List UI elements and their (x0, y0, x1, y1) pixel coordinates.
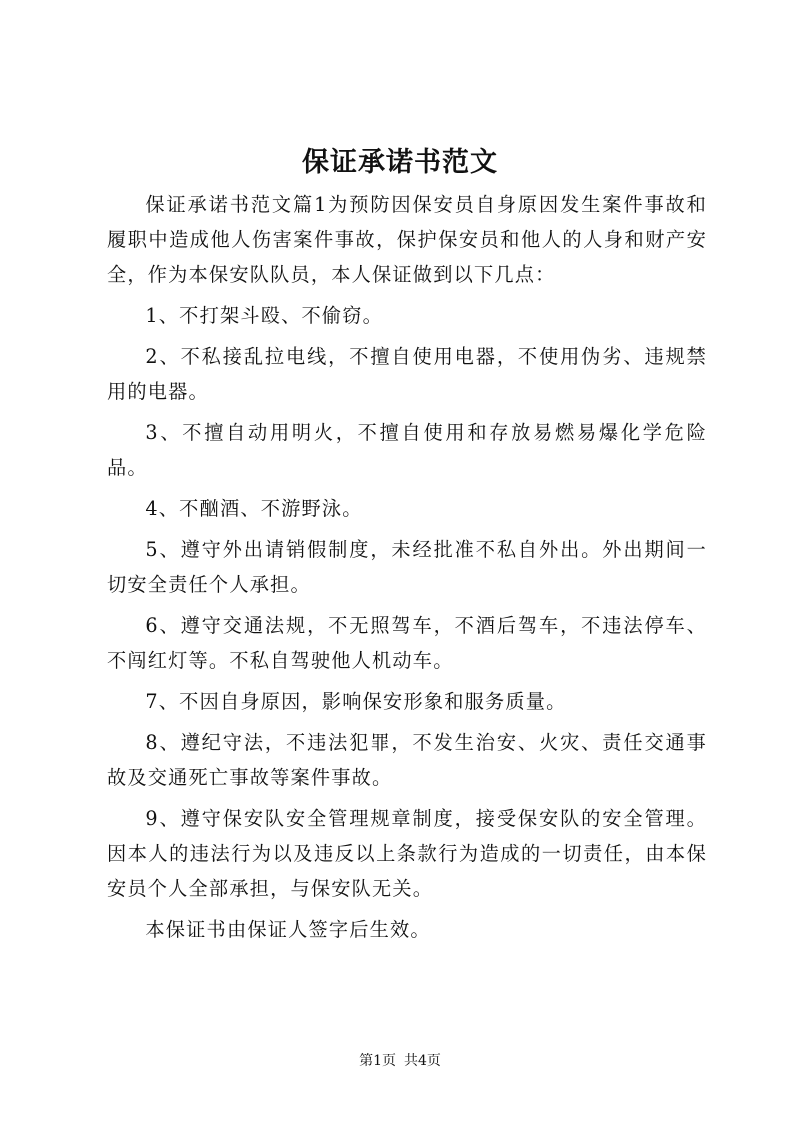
clause-2: 2、不私接乱拉电线，不擅自使用电器，不使用伪劣、违规禁用的电器。 (107, 345, 707, 403)
clause-6: 6、遵守交通法规，不无照驾车，不酒后驾车，不违法停车、不闯红灯等。不私自驾驶他人机动车。 (107, 614, 707, 672)
clause-4: 4、不酗酒、不游野泳。 (145, 497, 363, 520)
clause-8: 8、遵纪守法，不违法犯罪，不发生治安、火灾、责任交通事故及交通死亡事故等案件事故。 (107, 731, 707, 789)
page-footer (0, 1050, 800, 1070)
clause-7: 7、不因自身原因，影响保安形象和服务质量。 (145, 690, 567, 713)
clause-1: 1、不打架斗殴、不偷窃。 (145, 304, 384, 327)
intro-paragraph: 保证承诺书范文篇1为预防因保安员自身原因发生案件事故和履职中造成他人伤害案件事故，保护保安员和他人的人身和财产安全，作为本保安队队员，本人保证做到以下几点： (107, 193, 707, 286)
clause-5: 5、遵守外出请销假制度，未经批准不私自外出。外出期间一切安全责任个人承担。 (107, 538, 707, 596)
page-total: 共4页 (404, 1053, 441, 1069)
page-number: 第1页 (359, 1053, 396, 1069)
clause-9: 9、遵守保安队安全管理规章制度，接受保安队的安全管理。因本人的违法行为以及违反以上条款行为造成的一切责任，由本保安员个人全部承担，与保安队无关。 (107, 807, 707, 900)
clause-3: 3、不擅自动用明火，不擅自使用和存放易燃易爆化学危险品。 (107, 421, 707, 479)
closing-paragraph: 本保证书由保证人签字后生效。 (145, 918, 431, 941)
document-title: 保证承诺书范文 (302, 147, 498, 178)
document-body (107, 187, 707, 953)
